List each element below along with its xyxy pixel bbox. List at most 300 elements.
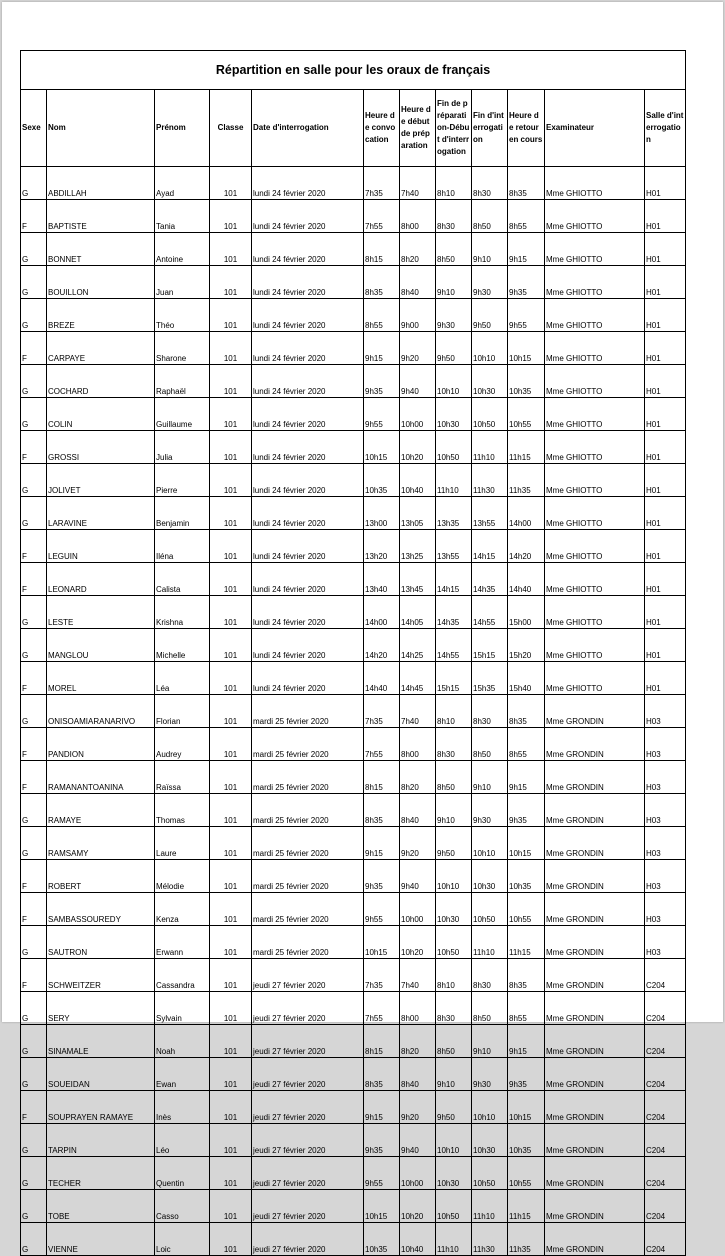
cell-date: mardi 25 février 2020 [252, 926, 364, 959]
cell-classe: 101 [210, 1025, 252, 1058]
cell-salle: H01 [645, 596, 686, 629]
cell-sexe: F [21, 530, 47, 563]
cell-debut-preparation: 8h40 [400, 1058, 436, 1091]
cell-debut-preparation: 9h20 [400, 1091, 436, 1124]
cell-debut-preparation: 7h40 [400, 959, 436, 992]
cell-fin-interrogation: 14h35 [472, 563, 508, 596]
cell-classe: 101 [210, 1124, 252, 1157]
cell-debut-preparation: 7h40 [400, 167, 436, 200]
cell-convocation: 9h15 [364, 332, 400, 365]
header-prenom: Prénom [155, 90, 210, 167]
cell-salle: C204 [645, 1124, 686, 1157]
cell-sexe: G [21, 365, 47, 398]
cell-prenom: Sylvain [155, 992, 210, 1025]
header-fin-preparation: Fin de préparation-Début d'interrogation [436, 90, 472, 167]
table-row [21, 431, 686, 464]
cell-convocation: 9h15 [364, 827, 400, 860]
cell-classe: 101 [210, 596, 252, 629]
cell-classe: 101 [210, 530, 252, 563]
cell-nom: PANDION [47, 728, 155, 761]
header-salle: Salle d'interrogation [645, 90, 686, 167]
cell-convocation: 9h35 [364, 860, 400, 893]
cell-nom: BREZE [47, 299, 155, 332]
table-body [21, 167, 686, 1256]
cell-nom: LEGUIN [47, 530, 155, 563]
cell-sexe: F [21, 332, 47, 365]
cell-sexe: F [21, 860, 47, 893]
cell-retour: 11h35 [508, 1223, 545, 1256]
cell-debut-preparation: 14h25 [400, 629, 436, 662]
cell-classe: 101 [210, 1058, 252, 1091]
header-debut-preparation: Heure de début de préparation [400, 90, 436, 167]
cell-salle: H03 [645, 695, 686, 728]
table-row [21, 464, 686, 497]
table-row [21, 563, 686, 596]
cell-debut-preparation: 8h40 [400, 794, 436, 827]
cell-retour: 9h55 [508, 299, 545, 332]
cell-prenom: Iléna [155, 530, 210, 563]
cell-examinateur: Mme GRONDIN [545, 926, 645, 959]
cell-nom: LESTE [47, 596, 155, 629]
cell-sexe: G [21, 1223, 47, 1256]
cell-sexe: G [21, 827, 47, 860]
cell-classe: 101 [210, 893, 252, 926]
cell-nom: SERY [47, 992, 155, 1025]
cell-fin-interrogation: 14h55 [472, 596, 508, 629]
cell-prenom: Audrey [155, 728, 210, 761]
cell-salle: H01 [645, 497, 686, 530]
cell-date: mardi 25 février 2020 [252, 827, 364, 860]
cell-prenom: Inès [155, 1091, 210, 1124]
cell-examinateur: Mme GRONDIN [545, 1025, 645, 1058]
cell-prenom: Julia [155, 431, 210, 464]
cell-salle: H01 [645, 365, 686, 398]
cell-sexe: G [21, 992, 47, 1025]
cell-nom: RAMSAMY [47, 827, 155, 860]
cell-examinateur: Mme GRONDIN [545, 959, 645, 992]
cell-nom: COLIN [47, 398, 155, 431]
cell-convocation: 7h55 [364, 728, 400, 761]
cell-fin-interrogation: 9h50 [472, 299, 508, 332]
cell-examinateur: Mme GRONDIN [545, 761, 645, 794]
cell-examinateur: Mme GHIOTTO [545, 200, 645, 233]
cell-fin-preparation: 8h30 [436, 992, 472, 1025]
cell-salle: H01 [645, 563, 686, 596]
cell-prenom: Krishna [155, 596, 210, 629]
header-examinateur: Examinateur [545, 90, 645, 167]
cell-date: lundi 24 février 2020 [252, 233, 364, 266]
cell-sexe: G [21, 266, 47, 299]
cell-salle: H01 [645, 530, 686, 563]
cell-salle: C204 [645, 1223, 686, 1256]
cell-sexe: G [21, 233, 47, 266]
cell-debut-preparation: 10h20 [400, 431, 436, 464]
table-row [21, 728, 686, 761]
cell-salle: H01 [645, 167, 686, 200]
cell-prenom: Léo [155, 1124, 210, 1157]
table-row [21, 200, 686, 233]
cell-debut-preparation: 13h45 [400, 563, 436, 596]
cell-convocation: 14h20 [364, 629, 400, 662]
cell-fin-interrogation: 9h30 [472, 266, 508, 299]
cell-prenom: Calista [155, 563, 210, 596]
cell-debut-preparation: 10h40 [400, 1223, 436, 1256]
cell-examinateur: Mme GRONDIN [545, 1124, 645, 1157]
cell-sexe: F [21, 563, 47, 596]
cell-sexe: G [21, 1058, 47, 1091]
cell-examinateur: Mme GHIOTTO [545, 563, 645, 596]
cell-retour: 11h15 [508, 926, 545, 959]
cell-classe: 101 [210, 299, 252, 332]
cell-nom: BONNET [47, 233, 155, 266]
cell-prenom: Ewan [155, 1058, 210, 1091]
cell-sexe: F [21, 893, 47, 926]
cell-classe: 101 [210, 1157, 252, 1190]
cell-fin-preparation: 11h10 [436, 464, 472, 497]
cell-prenom: Michelle [155, 629, 210, 662]
cell-nom: MANGLOU [47, 629, 155, 662]
cell-convocation: 8h35 [364, 1058, 400, 1091]
cell-date: lundi 24 février 2020 [252, 596, 364, 629]
cell-classe: 101 [210, 827, 252, 860]
cell-convocation: 9h35 [364, 1124, 400, 1157]
table-row [21, 530, 686, 563]
cell-convocation: 13h40 [364, 563, 400, 596]
cell-fin-interrogation: 9h10 [472, 1025, 508, 1058]
cell-examinateur: Mme GRONDIN [545, 1190, 645, 1223]
cell-fin-preparation: 10h10 [436, 1124, 472, 1157]
cell-debut-preparation: 14h45 [400, 662, 436, 695]
cell-convocation: 8h15 [364, 233, 400, 266]
cell-sexe: G [21, 1157, 47, 1190]
table-row [21, 167, 686, 200]
cell-salle: C204 [645, 1190, 686, 1223]
cell-examinateur: Mme GHIOTTO [545, 497, 645, 530]
cell-nom: ROBERT [47, 860, 155, 893]
cell-examinateur: Mme GHIOTTO [545, 233, 645, 266]
cell-fin-interrogation: 10h30 [472, 1124, 508, 1157]
cell-fin-preparation: 10h50 [436, 1190, 472, 1223]
cell-nom: SOUPRAYEN RAMAYE [47, 1091, 155, 1124]
cell-examinateur: Mme GRONDIN [545, 728, 645, 761]
cell-convocation: 9h55 [364, 398, 400, 431]
table-row [21, 233, 686, 266]
table-row [21, 1058, 686, 1091]
cell-nom: BOUILLON [47, 266, 155, 299]
cell-convocation: 9h35 [364, 365, 400, 398]
cell-prenom: Sharone [155, 332, 210, 365]
cell-retour: 10h55 [508, 893, 545, 926]
cell-fin-preparation: 8h50 [436, 761, 472, 794]
cell-fin-interrogation: 10h10 [472, 1091, 508, 1124]
cell-retour: 14h00 [508, 497, 545, 530]
cell-fin-preparation: 9h50 [436, 332, 472, 365]
table-row [21, 332, 686, 365]
cell-date: lundi 24 février 2020 [252, 662, 364, 695]
cell-prenom: Quentin [155, 1157, 210, 1190]
cell-convocation: 9h55 [364, 1157, 400, 1190]
cell-examinateur: Mme GHIOTTO [545, 431, 645, 464]
cell-fin-interrogation: 9h10 [472, 761, 508, 794]
table-row [21, 299, 686, 332]
cell-debut-preparation: 8h20 [400, 761, 436, 794]
cell-nom: ONISOAMIARANARIVO [47, 695, 155, 728]
cell-fin-preparation: 9h10 [436, 794, 472, 827]
cell-sexe: G [21, 926, 47, 959]
cell-fin-interrogation: 10h30 [472, 365, 508, 398]
cell-date: lundi 24 février 2020 [252, 200, 364, 233]
cell-fin-preparation: 14h55 [436, 629, 472, 662]
cell-convocation: 8h35 [364, 794, 400, 827]
cell-examinateur: Mme GRONDIN [545, 893, 645, 926]
cell-convocation: 13h00 [364, 497, 400, 530]
cell-examinateur: Mme GRONDIN [545, 1091, 645, 1124]
cell-retour: 10h35 [508, 365, 545, 398]
cell-date: lundi 24 février 2020 [252, 530, 364, 563]
cell-debut-preparation: 13h05 [400, 497, 436, 530]
cell-examinateur: Mme GRONDIN [545, 1157, 645, 1190]
cell-sexe: G [21, 1190, 47, 1223]
cell-nom: ABDILLAH [47, 167, 155, 200]
cell-prenom: Guillaume [155, 398, 210, 431]
cell-sexe: G [21, 497, 47, 530]
cell-examinateur: Mme GHIOTTO [545, 266, 645, 299]
cell-fin-interrogation: 8h50 [472, 200, 508, 233]
cell-convocation: 10h15 [364, 1190, 400, 1223]
cell-convocation: 7h55 [364, 992, 400, 1025]
header-sexe: Sexe [21, 90, 47, 167]
cell-salle: H03 [645, 926, 686, 959]
cell-fin-preparation: 9h10 [436, 1058, 472, 1091]
cell-salle: C204 [645, 959, 686, 992]
cell-examinateur: Mme GRONDIN [545, 794, 645, 827]
cell-retour: 9h35 [508, 1058, 545, 1091]
cell-fin-preparation: 8h30 [436, 200, 472, 233]
cell-debut-preparation: 10h00 [400, 398, 436, 431]
cell-date: lundi 24 février 2020 [252, 167, 364, 200]
header-convocation: Heure de convocation [364, 90, 400, 167]
cell-nom: RAMAYE [47, 794, 155, 827]
cell-convocation: 8h35 [364, 266, 400, 299]
cell-nom: SAMBASSOUREDY [47, 893, 155, 926]
cell-classe: 101 [210, 497, 252, 530]
cell-prenom: Casso [155, 1190, 210, 1223]
cell-nom: COCHARD [47, 365, 155, 398]
cell-prenom: Florian [155, 695, 210, 728]
table-row [21, 695, 686, 728]
cell-classe: 101 [210, 662, 252, 695]
cell-debut-preparation: 10h00 [400, 893, 436, 926]
cell-fin-interrogation: 15h35 [472, 662, 508, 695]
table-row [21, 1190, 686, 1223]
header-date: Date d'interrogation [252, 90, 364, 167]
cell-date: lundi 24 février 2020 [252, 266, 364, 299]
cell-examinateur: Mme GRONDIN [545, 1223, 645, 1256]
cell-retour: 8h55 [508, 728, 545, 761]
cell-date: mardi 25 février 2020 [252, 695, 364, 728]
cell-classe: 101 [210, 332, 252, 365]
cell-prenom: Léa [155, 662, 210, 695]
cell-classe: 101 [210, 1223, 252, 1256]
cell-nom: SCHWEITZER [47, 959, 155, 992]
cell-date: mardi 25 février 2020 [252, 761, 364, 794]
cell-examinateur: Mme GRONDIN [545, 860, 645, 893]
cell-convocation: 14h40 [364, 662, 400, 695]
cell-nom: SOUEIDAN [47, 1058, 155, 1091]
cell-salle: H03 [645, 761, 686, 794]
cell-nom: SINAMALE [47, 1025, 155, 1058]
cell-convocation: 10h35 [364, 1223, 400, 1256]
cell-debut-preparation: 7h40 [400, 695, 436, 728]
cell-convocation: 8h15 [364, 1025, 400, 1058]
cell-retour: 9h35 [508, 794, 545, 827]
cell-classe: 101 [210, 167, 252, 200]
table-row [21, 266, 686, 299]
cell-examinateur: Mme GHIOTTO [545, 596, 645, 629]
cell-classe: 101 [210, 794, 252, 827]
cell-convocation: 8h15 [364, 761, 400, 794]
cell-classe: 101 [210, 464, 252, 497]
cell-date: lundi 24 février 2020 [252, 629, 364, 662]
cell-sexe: F [21, 662, 47, 695]
cell-salle: H03 [645, 827, 686, 860]
cell-fin-interrogation: 10h50 [472, 398, 508, 431]
cell-retour: 15h40 [508, 662, 545, 695]
cell-sexe: G [21, 1025, 47, 1058]
cell-salle: C204 [645, 1058, 686, 1091]
cell-retour: 10h35 [508, 860, 545, 893]
cell-fin-preparation: 10h10 [436, 365, 472, 398]
cell-debut-preparation: 8h20 [400, 1025, 436, 1058]
table-row [21, 629, 686, 662]
cell-salle: H01 [645, 398, 686, 431]
cell-date: mardi 25 février 2020 [252, 728, 364, 761]
cell-retour: 11h15 [508, 1190, 545, 1223]
cell-nom: TECHER [47, 1157, 155, 1190]
cell-salle: C204 [645, 1157, 686, 1190]
cell-date: lundi 24 février 2020 [252, 332, 364, 365]
cell-fin-preparation: 14h15 [436, 563, 472, 596]
cell-retour: 9h15 [508, 233, 545, 266]
cell-sexe: G [21, 1124, 47, 1157]
table-row [21, 794, 686, 827]
cell-fin-interrogation: 9h30 [472, 1058, 508, 1091]
cell-classe: 101 [210, 398, 252, 431]
cell-fin-preparation: 8h10 [436, 167, 472, 200]
cell-date: lundi 24 février 2020 [252, 299, 364, 332]
cell-prenom: Mélodie [155, 860, 210, 893]
cell-nom: BAPTISTE [47, 200, 155, 233]
cell-debut-preparation: 10h00 [400, 1157, 436, 1190]
cell-nom: MOREL [47, 662, 155, 695]
cell-retour: 11h15 [508, 431, 545, 464]
cell-retour: 14h20 [508, 530, 545, 563]
cell-prenom: Juan [155, 266, 210, 299]
cell-retour: 10h15 [508, 827, 545, 860]
cell-debut-preparation: 10h40 [400, 464, 436, 497]
cell-prenom: Pierre [155, 464, 210, 497]
cell-date: lundi 24 février 2020 [252, 431, 364, 464]
cell-fin-interrogation: 11h10 [472, 1190, 508, 1223]
table-row [21, 992, 686, 1025]
table-row [21, 1091, 686, 1124]
schedule-table [20, 50, 686, 1256]
header-nom: Nom [47, 90, 155, 167]
cell-classe: 101 [210, 992, 252, 1025]
cell-date: jeudi 27 février 2020 [252, 1157, 364, 1190]
table-row [21, 1157, 686, 1190]
cell-fin-interrogation: 10h10 [472, 827, 508, 860]
cell-fin-preparation: 8h50 [436, 233, 472, 266]
cell-sexe: G [21, 299, 47, 332]
cell-salle: H01 [645, 464, 686, 497]
cell-prenom: Kenza [155, 893, 210, 926]
cell-date: mardi 25 février 2020 [252, 893, 364, 926]
cell-classe: 101 [210, 200, 252, 233]
cell-salle: C204 [645, 1025, 686, 1058]
cell-prenom: Noah [155, 1025, 210, 1058]
cell-nom: LEONARD [47, 563, 155, 596]
cell-examinateur: Mme GRONDIN [545, 827, 645, 860]
cell-convocation: 13h20 [364, 530, 400, 563]
cell-salle: H01 [645, 431, 686, 464]
table-row [21, 365, 686, 398]
cell-date: jeudi 27 février 2020 [252, 992, 364, 1025]
cell-date: jeudi 27 février 2020 [252, 1025, 364, 1058]
cell-fin-interrogation: 8h30 [472, 167, 508, 200]
table-row [21, 398, 686, 431]
cell-debut-preparation: 9h20 [400, 332, 436, 365]
cell-examinateur: Mme GHIOTTO [545, 398, 645, 431]
table-row [21, 827, 686, 860]
cell-retour: 10h35 [508, 1124, 545, 1157]
cell-salle: H01 [645, 266, 686, 299]
cell-salle: H01 [645, 332, 686, 365]
cell-retour: 11h35 [508, 464, 545, 497]
cell-examinateur: Mme GHIOTTO [545, 662, 645, 695]
cell-prenom: Théo [155, 299, 210, 332]
cell-sexe: G [21, 794, 47, 827]
cell-debut-preparation: 9h00 [400, 299, 436, 332]
cell-examinateur: Mme GHIOTTO [545, 530, 645, 563]
cell-convocation: 7h35 [364, 959, 400, 992]
cell-fin-preparation: 10h50 [436, 926, 472, 959]
cell-fin-preparation: 10h10 [436, 860, 472, 893]
cell-retour: 10h15 [508, 1091, 545, 1124]
cell-retour: 9h35 [508, 266, 545, 299]
cell-classe: 101 [210, 431, 252, 464]
cell-prenom: Antoine [155, 233, 210, 266]
cell-debut-preparation: 9h40 [400, 365, 436, 398]
table-row [21, 1124, 686, 1157]
cell-debut-preparation: 8h20 [400, 233, 436, 266]
cell-classe: 101 [210, 728, 252, 761]
cell-convocation: 9h15 [364, 1091, 400, 1124]
cell-fin-preparation: 14h35 [436, 596, 472, 629]
cell-fin-interrogation: 10h50 [472, 1157, 508, 1190]
cell-prenom: Benjamin [155, 497, 210, 530]
page-title: Répartition en salle pour les oraux de français [21, 51, 686, 90]
cell-prenom: Raïssa [155, 761, 210, 794]
cell-salle: H03 [645, 860, 686, 893]
cell-fin-interrogation: 11h10 [472, 926, 508, 959]
cell-prenom: Thomas [155, 794, 210, 827]
cell-fin-preparation: 8h10 [436, 959, 472, 992]
cell-fin-preparation: 9h30 [436, 299, 472, 332]
table-row [21, 662, 686, 695]
cell-sexe: G [21, 596, 47, 629]
cell-fin-preparation: 11h10 [436, 1223, 472, 1256]
